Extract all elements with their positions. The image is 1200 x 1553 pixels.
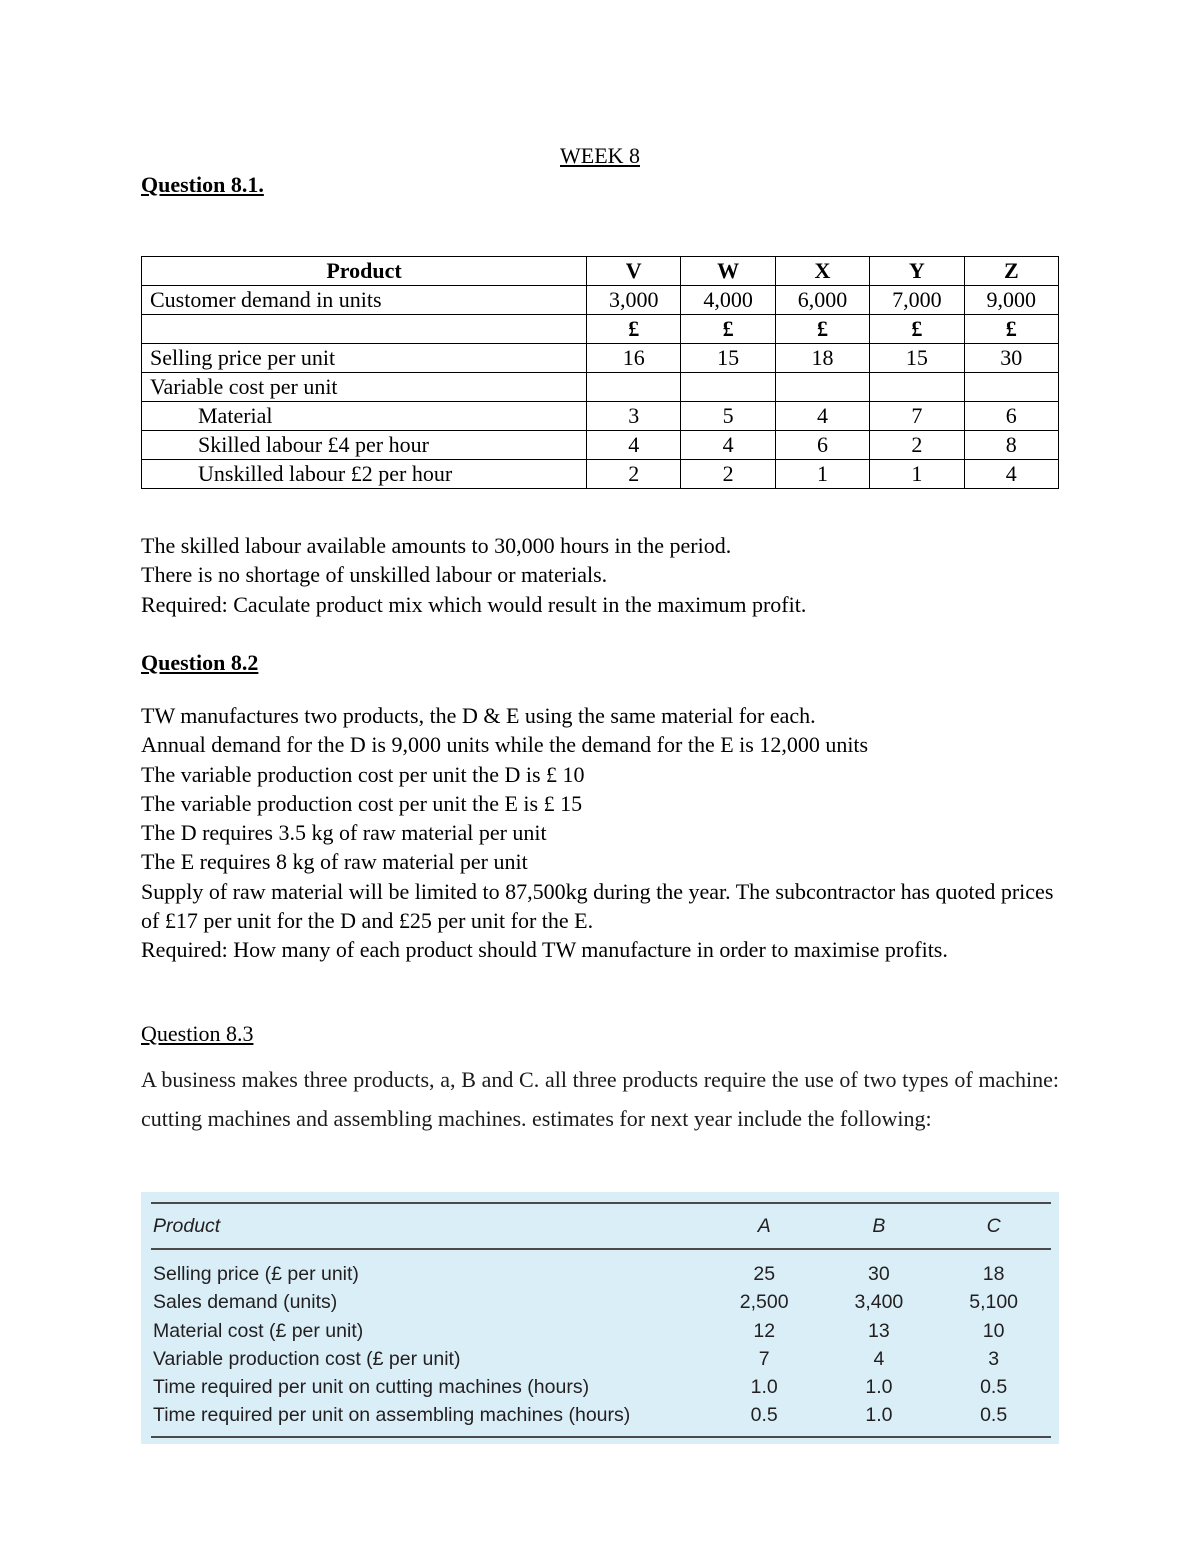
text-line: The variable production cost per unit the E is £ 15: [141, 790, 583, 816]
table-row: [142, 460, 1059, 489]
table-cell: 4: [964, 460, 1058, 489]
table-cell: 2: [587, 460, 681, 489]
table-cell: 13: [868, 1319, 890, 1342]
page-title: WEEK 8: [559, 143, 641, 168]
table-cell: [775, 373, 869, 402]
table-cell: 5: [681, 402, 775, 431]
table-cell: 2: [870, 431, 964, 460]
table-row: [151, 1345, 1051, 1373]
table-cell: 4: [681, 431, 775, 460]
table-row: [151, 1401, 1051, 1436]
header-cell: Product: [151, 1203, 707, 1249]
table-cell: 4,000: [681, 286, 775, 315]
table-cell: 6,000: [775, 286, 869, 315]
header-cell: W: [681, 257, 775, 286]
table-cell: 3: [988, 1347, 1000, 1370]
row-label: Selling price (£ per unit): [153, 1263, 359, 1285]
table-row: [142, 315, 1059, 344]
question-8-3-heading: Question 8.3: [141, 1021, 254, 1046]
table-cell: 10: [982, 1319, 1005, 1342]
header-cell: X: [775, 257, 869, 286]
table-cell: [587, 373, 681, 402]
table-cell: 6: [775, 431, 869, 460]
table-row: [142, 373, 1059, 402]
table-cell: 7: [758, 1347, 770, 1370]
text-line: There is no shortage of unskilled labour or materials.: [141, 562, 608, 588]
row-label: Variable cost per unit: [142, 373, 587, 402]
row-label: Material cost (£ per unit): [153, 1319, 364, 1342]
table-cell: 3,400: [854, 1291, 904, 1314]
text-line: TW manufactures two products, the D & E using the same material for each.: [141, 703, 816, 728]
text-line: The skilled labour available amounts to 30,000 hours in the period.: [141, 533, 732, 558]
table-cell: 6: [964, 402, 1058, 431]
table-cell: 0.5: [936, 1401, 1051, 1436]
table-cell: 0.5: [707, 1401, 822, 1436]
table-row: [142, 286, 1059, 315]
table-cell: 4: [873, 1347, 885, 1370]
table-cell: 30: [964, 344, 1058, 373]
table-cell: 4: [775, 402, 869, 431]
table-cell: 25: [753, 1263, 776, 1285]
header-cell: Product: [142, 257, 587, 286]
table-cell: 4: [587, 431, 681, 460]
text-line: The D requires 3.5 kg of raw material per unit: [141, 820, 547, 846]
text-line: Annual demand for the D is 9,000 units while the demand for the E is 12,000 units: [141, 732, 869, 758]
table-cell: 15: [681, 344, 775, 373]
table-cell: 2: [681, 460, 775, 489]
row-label: Customer demand in units: [142, 286, 587, 315]
table-cell: 1: [870, 460, 964, 489]
table-cell: 16: [587, 344, 681, 373]
table-cell: 3: [587, 402, 681, 431]
header-cell: B: [822, 1203, 937, 1249]
question-8-2-text: [141, 701, 1059, 965]
question-8-1-table: [141, 256, 1059, 489]
table-cell: £: [870, 315, 964, 344]
table-cell: 3,000: [587, 286, 681, 315]
text-paragraph: Required: How many of each product should TW manufacture in order to maximise profits.: [141, 937, 948, 963]
row-label: Time required per unit on cutting machines (hours): [153, 1376, 590, 1399]
table-cell: 9,000: [964, 286, 1058, 315]
question-8-3-table: [151, 1202, 1051, 1438]
table-cell: 1.0: [822, 1401, 937, 1436]
row-label: Unskilled labour £2 per hour: [142, 460, 587, 489]
table-cell: 1.0: [865, 1376, 893, 1399]
row-label: Sales demand (units): [153, 1291, 338, 1314]
table-cell: £: [587, 315, 681, 344]
question-8-2-heading: Question 8.2: [141, 650, 259, 675]
table-row: [151, 1373, 1051, 1401]
table-cell: £: [681, 315, 775, 344]
table-cell: 7: [870, 402, 964, 431]
header-cell: C: [936, 1203, 1051, 1249]
table-cell: [681, 373, 775, 402]
row-label: Selling price per unit: [142, 344, 587, 373]
table-cell: £: [775, 315, 869, 344]
table-cell: 2,500: [739, 1291, 789, 1314]
row-label: Material: [142, 402, 587, 431]
question-8-3-intro: A business makes three products, a, B and C. all three products require the use of two types of machine: cutting machines and assembling machines. estimates for next year include the following:: [141, 1067, 1059, 1131]
table-cell: 12: [753, 1319, 776, 1342]
header-cell: Z: [964, 257, 1058, 286]
table-cell: [964, 373, 1058, 402]
table-cell: 15: [870, 344, 964, 373]
header-cell: Y: [870, 257, 964, 286]
text-paragraph: Supply of raw material will be limited to 87,500kg during the year. The subcontractor has quoted prices of £17 per unit for the D and £25 per unit for the E.: [141, 878, 1054, 934]
table-cell: 18: [982, 1263, 1005, 1285]
table-row: [142, 402, 1059, 431]
table-row: [142, 431, 1059, 460]
text-line: The E requires 8 kg of raw material per unit: [141, 849, 528, 875]
question-8-1-heading: Question 8.1.: [141, 172, 264, 197]
table-row: [142, 257, 1059, 286]
header-cell: A: [707, 1203, 822, 1249]
question-8-3-table-panel: [141, 1192, 1059, 1444]
table-row: [151, 1249, 1051, 1288]
table-cell: £: [964, 315, 1058, 344]
table-cell: 7,000: [870, 286, 964, 315]
table-row: [142, 344, 1059, 373]
table-cell: 8: [964, 431, 1058, 460]
text-line: The variable production cost per unit the D is £ 10: [141, 761, 585, 787]
table-row: [151, 1288, 1051, 1316]
text-line: Required: Caculate product mix which would result in the maximum profit.: [141, 591, 807, 617]
header-cell: V: [587, 257, 681, 286]
table-header-row: [151, 1203, 1051, 1249]
table-cell: 18: [775, 344, 869, 373]
table-row: [151, 1317, 1051, 1345]
table-cell: 1.0: [750, 1376, 778, 1399]
table-cell: [870, 373, 964, 402]
row-label: Variable production cost (£ per unit): [153, 1347, 461, 1370]
table-cell: 30: [868, 1263, 890, 1285]
question-8-1-text: [141, 531, 1059, 619]
table-cell: 5,100: [969, 1291, 1019, 1314]
row-label: [142, 315, 587, 344]
row-label: Time required per unit on assembling machines (hours): [151, 1401, 707, 1436]
table-cell: 0.5: [980, 1376, 1008, 1399]
row-label: Skilled labour £4 per hour: [142, 431, 587, 460]
table-cell: 1: [775, 460, 869, 489]
